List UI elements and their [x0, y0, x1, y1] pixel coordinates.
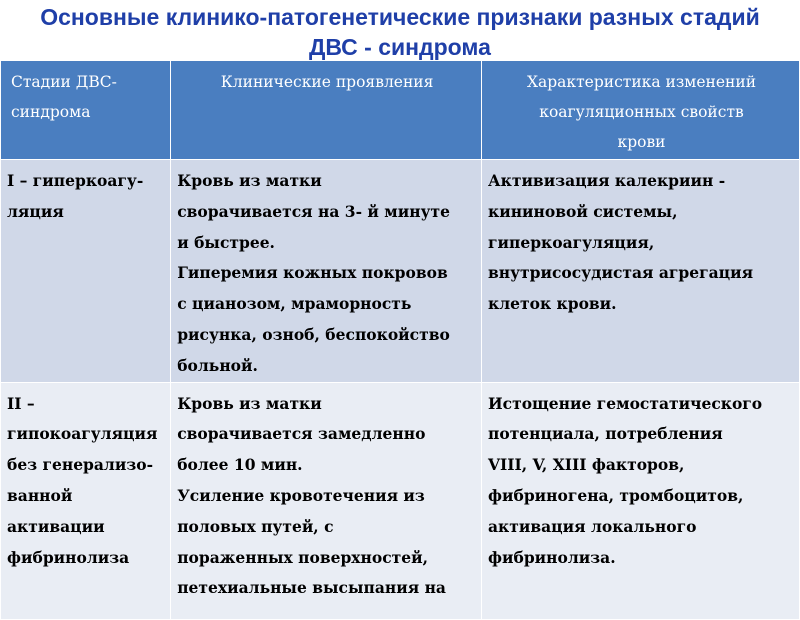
page-title [0, 2, 800, 62]
coagulation-line: клеток крови. [488, 294, 617, 314]
clinical-line: Усиление кровотечения из [177, 485, 425, 505]
table-row [1, 382, 800, 619]
header-coagulation [482, 61, 800, 160]
coagulation-line: активация локального [488, 516, 697, 536]
header-coagulation-line: Характеристика изменений [526, 73, 757, 91]
stage-line: ванной [7, 485, 73, 505]
clinical-line: Кровь из матки [177, 393, 322, 413]
header-clinical-line: Клинические проявления [220, 73, 434, 91]
clinical-line: рисунка, озноб, беспокойство [177, 324, 450, 344]
header-coagulation-line: крови [617, 133, 666, 151]
page-title-line-1: Основные клинико-патогенетические признаки разных стадий [40, 4, 760, 30]
clinical-line: больной. [177, 355, 258, 375]
clinical-line: и быстрее. [177, 232, 275, 252]
coagulation-line: фибриногена, тромбоцитов, [488, 485, 744, 505]
coagulation-cell [482, 382, 800, 619]
clinical-line: сворачивается на 3- й минуте [177, 201, 451, 221]
coagulation-line: потенциала, потребления [488, 424, 723, 444]
page-title-line-2: ДВС - синдрома [309, 34, 491, 60]
dic-stages-table [0, 60, 800, 620]
clinical-line: более 10 мин. [177, 455, 303, 475]
header-stages [1, 61, 171, 160]
clinical-cell [171, 160, 482, 383]
stage-line: I – гиперкоагу- [7, 171, 144, 190]
coagulation-line: внутрисосудистая агрегация [488, 263, 754, 283]
clinical-line: половых путей, с [177, 516, 334, 536]
coagulation-line: фибринолиза. [488, 547, 616, 567]
header-stages-line: Стадии ДВС- [11, 73, 117, 91]
stage-line: гипокоагуляция [7, 424, 158, 444]
coagulation-line: VIII, V, XIII факторов, [488, 455, 685, 475]
header-coagulation-line: коагуляционных свойств [539, 103, 744, 121]
coagulation-line: кининовой системы, [488, 201, 678, 221]
stage-line: II – [7, 393, 35, 413]
coagulation-line: Истощение гемостатического [488, 393, 763, 413]
clinical-line: Гиперемия кожных покровов [177, 263, 448, 283]
stage-line: фибринолиза [7, 547, 130, 567]
clinical-line: с цианозом, мраморность [177, 294, 412, 314]
clinical-line: пораженных поверхностей, [177, 547, 429, 567]
coagulation-cell [482, 160, 800, 383]
coagulation-line: Активизация калекриин - [488, 171, 726, 190]
stage-cell [1, 382, 171, 619]
coagulation-line: гиперкоагуляция, [488, 232, 655, 252]
clinical-cell [171, 382, 482, 619]
clinical-line: петехиальные высыпания на [177, 578, 446, 598]
header-stages-line: синдрома [11, 103, 91, 121]
table-row [1, 160, 800, 383]
stage-cell [1, 160, 171, 383]
stage-line: ляция [7, 201, 64, 221]
clinical-line: Кровь из матки [177, 171, 322, 190]
stage-line: без генерализо- [7, 455, 154, 475]
header-clinical [171, 61, 482, 160]
table-header-row [1, 61, 800, 160]
clinical-line: сворачивается замедленно [177, 424, 426, 444]
stage-line: активации [7, 516, 105, 536]
